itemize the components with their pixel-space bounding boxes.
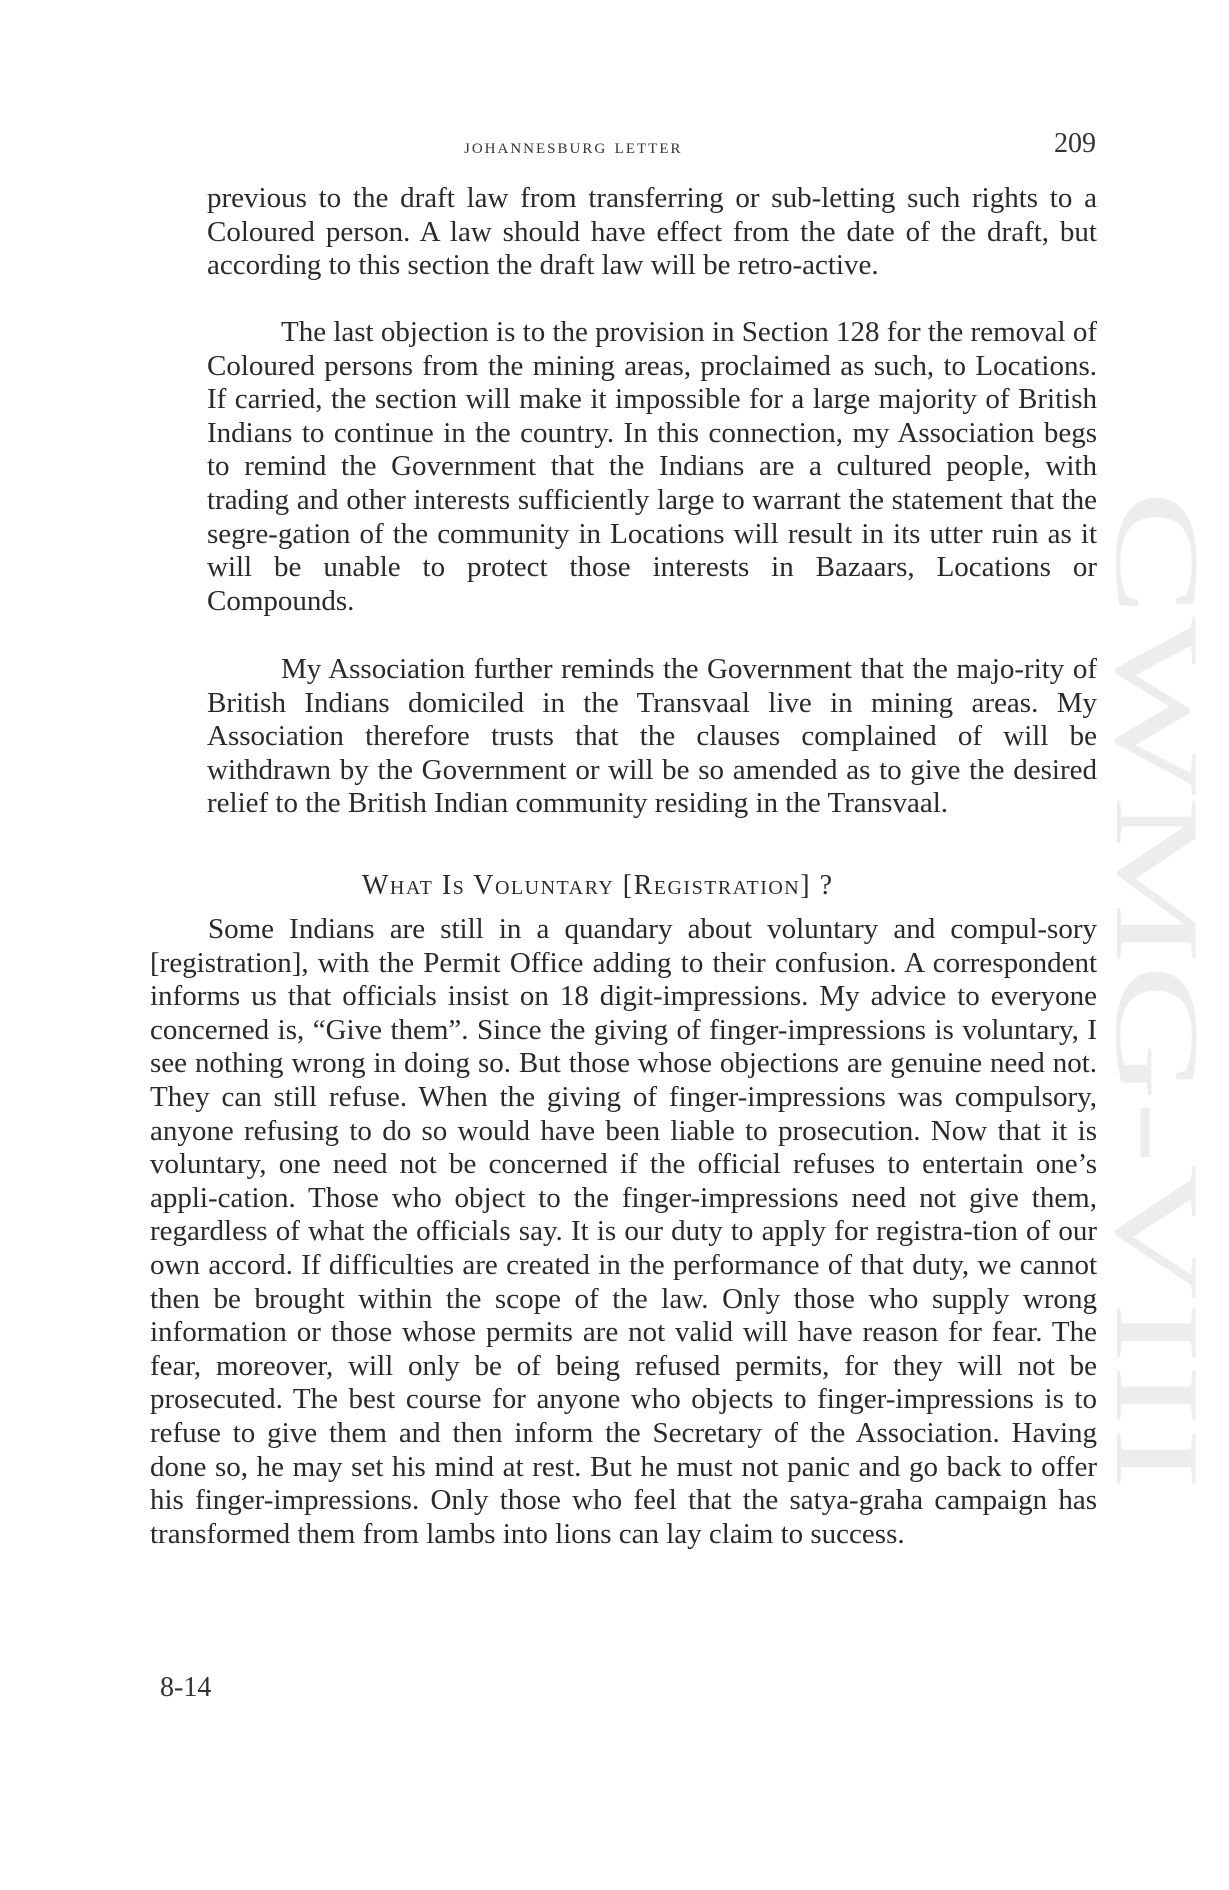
page-number: 209 xyxy=(1054,128,1096,159)
cwmg-watermark xyxy=(1091,490,1224,1490)
paragraph-continued: previous to the draft law from transferring or sub-letting such rights to a Coloured person. A law should have effect from the date of the draft, but according to this section the draft law will be retro-active. xyxy=(207,182,1097,282)
running-title: johannesburg letter xyxy=(464,133,683,158)
paragraph-section-128-objection: The last objection is to the provision in Section 128 for the removal of Coloured persons from the mining areas, proclaimed as such, to Locations. If carried, the section will make it impossible for a large majority of British Indians to continue in the country. In this connection, my Association begs to remind the Government that the Indians are a cultured people, with trading and other interests sufficiently large to warrant the statement that the segre-gation of the community in Locations will result in its utter ruin as it will be unable to protect those interests in Bazaars, Locations or Compounds. xyxy=(207,316,1097,617)
signature-folio: 8-14 xyxy=(160,1672,212,1703)
svg-text:CWMG-VIII: CWMG-VIII xyxy=(1091,490,1224,1124)
paragraph-voluntary-registration: Some Indians are still in a quandary about voluntary and compul-sory [registration], with the Permit Office adding to their confusion. A correspondent informs us that officials insist on 18 digit-impressions. My advice to everyone concerned is, “Give them”. Since the giving of finger-impressions is voluntary, I see nothing wrong in doing so. But those whose objections are genuine need not. They can still refuse. When the giving of finger-impressions was compulsory, anyone refusing to do so would have been liable to prosecution. Now that it is voluntary, one need not be concerned if the official refuses to entertain one’s appli-cation. Those who object to the finger-impressions need not give them, regardless of what the officials say. It is our duty to apply for registra-tion of our own accord. If difficulties are created in the performance of that duty, we cannot then be brought within the scope of the law. Only those who supply wrong information or those whose permits are not valid will have reason for fear. The fear, moreover, will only be of being refused permits, for they will not be prosecuted. The best course for anyone who objects to finger-impressions is to refuse to give them and then inform the Secretary of the Association. Having done so, he may set his mind at rest. But he must not panic and go back to offer his finger-impressions. Only those who feel that the satya-graha campaign has transformed them from lambs into lions can lay claim to success. xyxy=(150,913,1097,1550)
section-heading: What Is Voluntary [Registration] ? xyxy=(362,870,834,901)
paragraph-mining-areas: My Association further reminds the Government that the majo-rity of British Indians domiciled in the Transvaal live in mining areas. My Association therefore trusts that the clauses complained of will be withdrawn by the Government or will be so amended as to give the desired relief to the British Indian community residing in the Transvaal. xyxy=(207,653,1097,820)
